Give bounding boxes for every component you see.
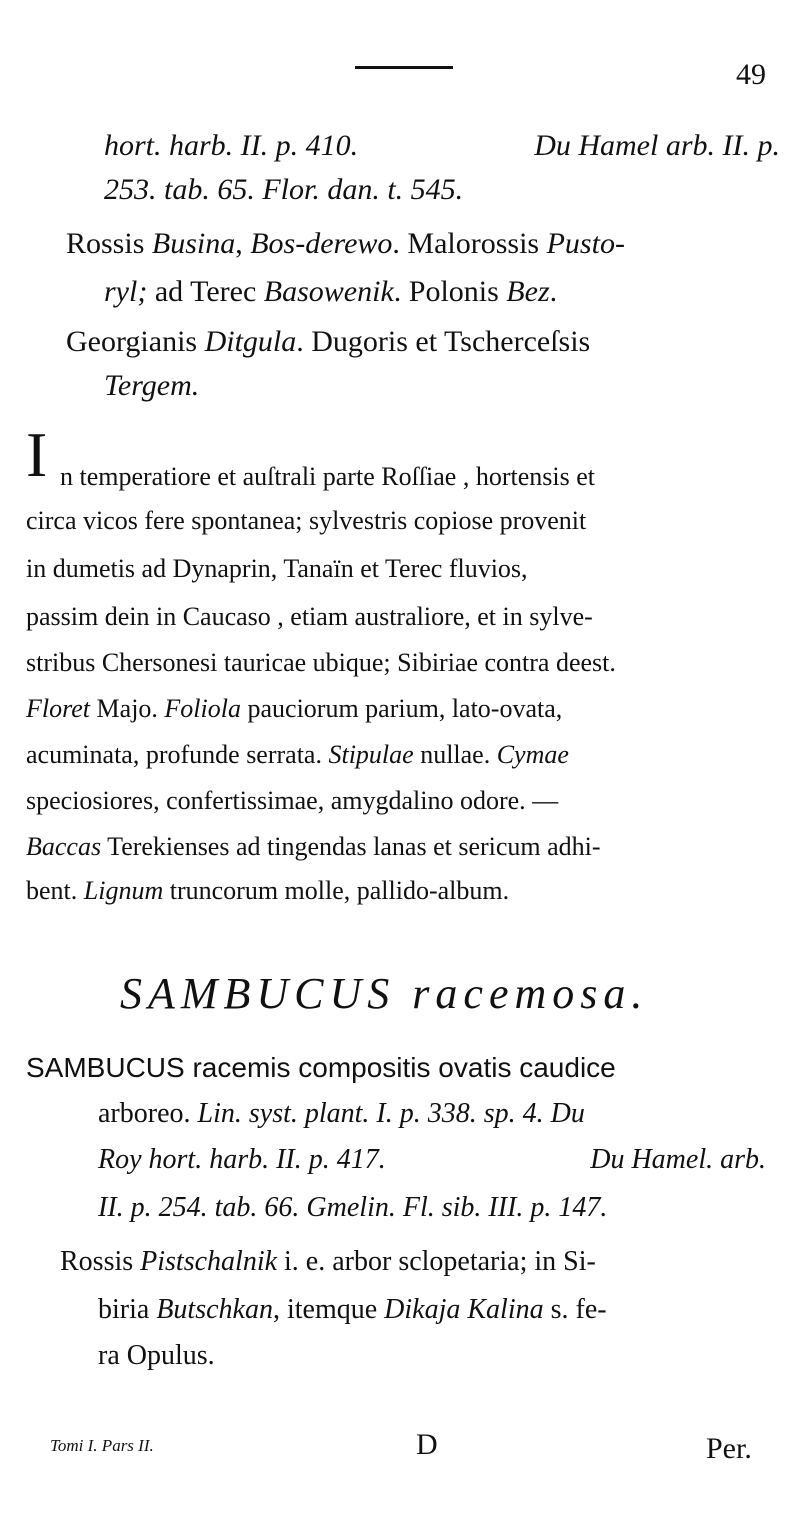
text: i. e. arbor sclopetaria; in Si- [277,1246,596,1277]
text: Foliola [164,694,241,723]
vernacular-line-5 [60,1242,596,1282]
text: Pistschalnik [140,1246,278,1277]
vernacular-line-6 [98,1290,607,1330]
paragraph-line-9 [26,830,601,864]
text: s. fe- [543,1294,607,1325]
paragraph-line-7 [26,738,569,772]
text: Stipulae [328,740,414,769]
text: acuminata, profunde serrata. [26,740,329,769]
text: Bos-derewo [250,227,393,260]
text: Roy hort. harb. II. p. 417. [98,1144,386,1175]
text: II. p. 254. tab. 66. Gmelin. Fl. sib. III. p. 147. [98,1192,608,1223]
gathering-letter: D [416,1428,438,1461]
text: , itemque [272,1294,385,1325]
citation-text: Du Hamel arb. II. p. [534,129,780,162]
text: nullae. [413,740,497,769]
text: , [235,227,251,260]
paragraph-line-1: n temperatiore et auſtrali parte Roſſiae , hortensis et [60,462,595,491]
text: Butschkan [156,1294,273,1325]
page-number: 49 [736,58,766,91]
catchword: Per. [706,1432,752,1465]
text: Floret [26,694,91,723]
paragraph-line-2: circa vicos fere spontanea; sylvestris copiose provenit [26,506,587,535]
paragraph-line-8: speciosiores, confertissimae, amygdalino odore. — [26,786,559,815]
text: ad Terec [147,275,264,308]
vernacular-line-4 [104,366,199,406]
paragraph-line-5: stribus Chersonesi tauricae ubique; Sibiriae contra deest. [26,648,616,677]
vernacular-line-1 [66,224,625,264]
diagnosis-line-1: SAMBUCUS racemis compositis ovatis caudice [26,1052,616,1083]
paragraph-line-10 [26,874,509,908]
citation-text: 253. tab. 65. Flor. dan. t. 545. [104,173,464,206]
citation-text: hort. harb. II. p. 410. [104,129,359,162]
vernacular-line-7: ra Opulus. [98,1340,215,1371]
text: Ditgula [204,325,297,358]
diagnosis-line-4 [98,1188,607,1228]
text: pauciorum parium, lato-ovata, [240,694,563,723]
text: Cymae [496,740,569,769]
drop-cap: I [26,419,48,490]
text: Basowenik [263,275,394,308]
diagnosis-line-2 [98,1094,585,1134]
text: Rossis [66,227,152,260]
text: biria [98,1294,157,1325]
text: Terekienses ad tingendas lanas et sericum adhi- [101,832,601,861]
text: . Polonis [393,275,507,308]
signature-mark: Tomi I. Pars II. [50,1436,154,1455]
text: Bez [506,275,550,308]
vernacular-line-2 [104,272,557,312]
text: Dikaja Kalina [384,1294,544,1325]
header-rule [355,66,453,69]
text: bent. [26,876,84,905]
citation-line-1 [104,126,780,166]
paragraph-line-4: passim dein in Caucaso , etiam australiore, et in sylve- [26,602,593,631]
text: . [549,275,558,308]
text: Pusto- [546,227,625,260]
text: Lin. syst. plant. I. p. 338. sp. 4. Du [197,1098,585,1129]
citation-line-2 [104,170,463,210]
paragraph-line-3: in dumetis ad Dynaprin, Tanaïn et Terec fluvios, [26,554,528,583]
text: . Malorossis [392,227,547,260]
text: Rossis [60,1246,141,1277]
text: Georgianis [66,325,205,358]
text: Baccas [26,832,102,861]
section-heading: SAMBUCUS racemosa. [120,969,649,1018]
vernacular-line-3 [66,322,590,362]
text: Tergem. [104,369,200,402]
text: arboreo. [98,1098,198,1129]
text: . Dugoris et Tscherceſsis [296,325,591,358]
text: ryl; [104,275,148,308]
paragraph-line-6 [26,692,562,726]
text: Du Hamel. arb. [590,1144,766,1175]
text: Busina [151,227,236,260]
text: Majo. [90,694,165,723]
text: Lignum [83,876,164,905]
diagnosis-line-3 [98,1140,766,1180]
text: truncorum molle, pallido-album. [163,876,510,905]
